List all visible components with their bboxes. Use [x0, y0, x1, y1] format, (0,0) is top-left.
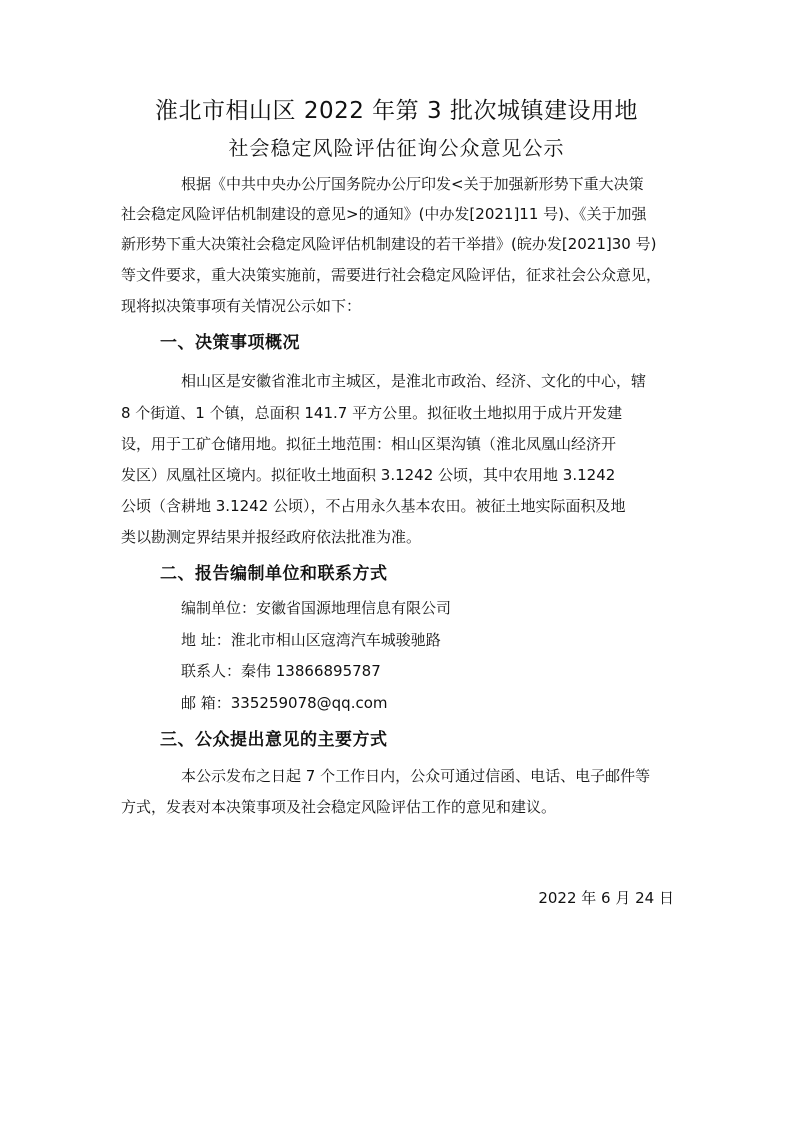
section-1-line-3: 设，用于工矿仓储用地。拟征土地范围：相山区渠沟镇（淮北凤凰山经济开	[121, 435, 617, 453]
section-1-line-1: 相山区是安徽省淮北市主城区，是淮北市政治、经济、文化的中心，辖	[181, 372, 647, 390]
section-1-line-5: 公顷（含耕地 3.1242 公顷），不占用永久基本农田。被征土地实际面积及地	[121, 497, 626, 515]
intro-line-3: 新形势下重大决策社会稳定风险评估机制建设的若干举措》(皖办发[2021]30 号)	[121, 235, 657, 253]
contact-email: 邮 箱：335259078@qq.com	[181, 694, 388, 712]
intro-line-4: 等文件要求，重大决策实施前，需要进行社会稳定风险评估，征求社会公众意见，	[121, 266, 662, 284]
section-3-heading: 三、公众提出意见的主要方式	[160, 730, 388, 750]
section-3-line-1: 本公示发布之日起 7 个工作日内，公众可通过信函、电话、电子邮件等	[181, 767, 651, 785]
document-title: 淮北市相山区 2022 年第 3 批次城镇建设用地	[155, 98, 638, 124]
intro-line-2: 社会稳定风险评估机制建设的意见>的通知》(中办发[2021]11 号)、《关于加强	[121, 205, 647, 223]
contact-person: 联系人：秦伟 13866895787	[181, 662, 381, 680]
section-1-line-4: 发区）凤凰社区境内。拟征收土地面积 3.1242 公顷，其中农用地 3.1242	[121, 466, 616, 484]
section-1-line-6: 类以勘测定界结果并报经政府依法批准为准。	[121, 528, 422, 546]
org-name: 编制单位：安徽省国源地理信息有限公司	[181, 599, 452, 617]
section-1-heading: 一、决策事项概况	[160, 333, 300, 353]
intro-line-1: 根据《中共中央办公厅国务院办公厅印发<关于加强新形势下重大决策	[181, 175, 644, 193]
intro-line-5: 现将拟决策事项有关情况公示如下：	[121, 297, 362, 315]
section-3-line-2: 方式，发表对本决策事项及社会稳定风险评估工作的意见和建议。	[121, 798, 557, 816]
document-date: 2022 年 6 月 24 日	[538, 889, 674, 907]
section-1-line-2: 8 个街道、1 个镇，总面积 141.7 平方公里。拟征收土地拟用于成片开发建	[121, 404, 623, 422]
section-2-heading: 二、报告编制单位和联系方式	[160, 564, 388, 584]
org-address: 地 址：淮北市相山区寇湾汽车城骏驰路	[181, 631, 441, 649]
document-subtitle: 社会稳定风险评估征询公众意见公示	[228, 136, 565, 160]
